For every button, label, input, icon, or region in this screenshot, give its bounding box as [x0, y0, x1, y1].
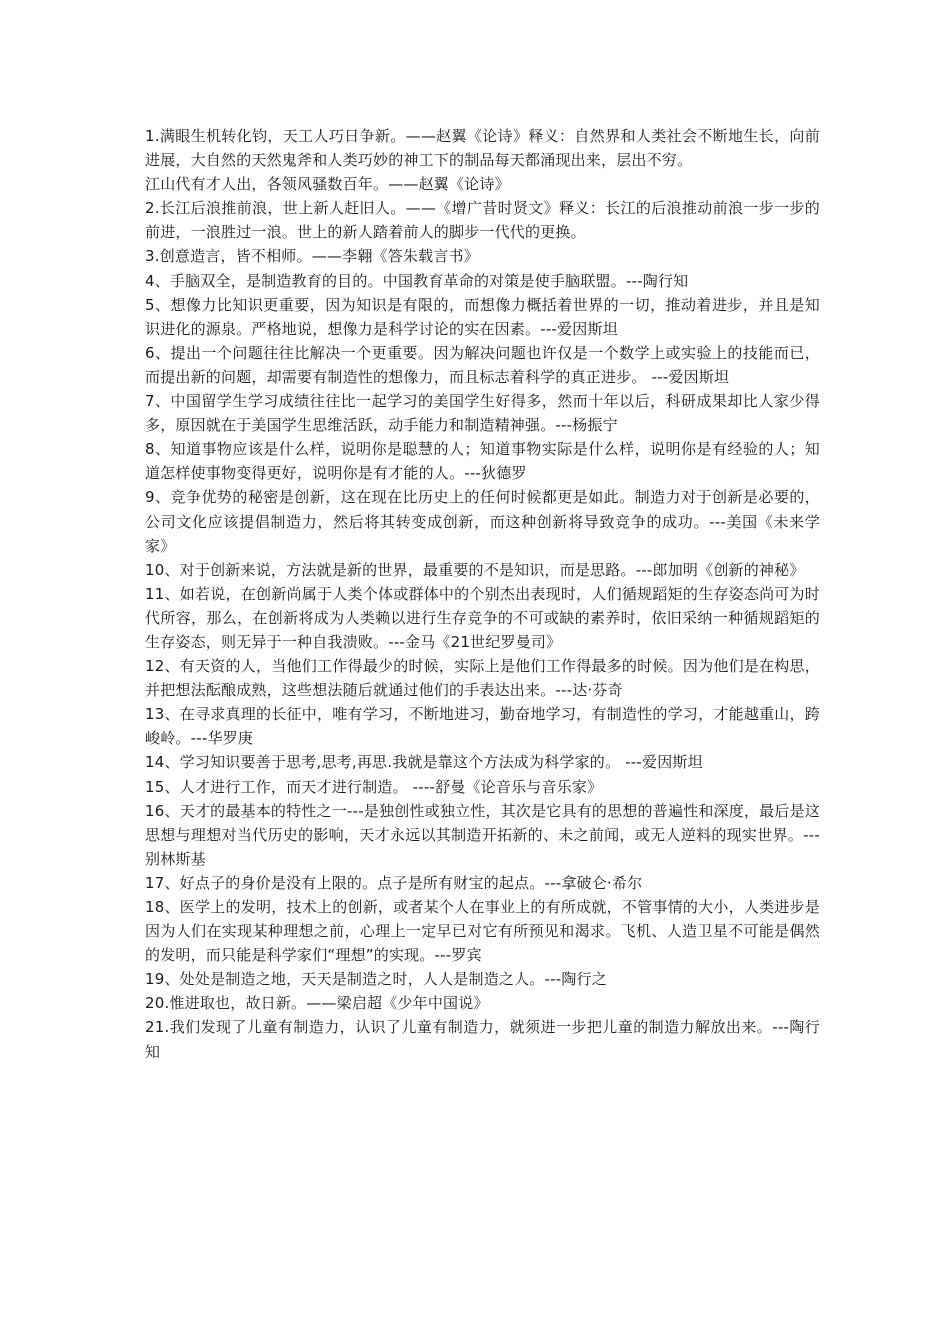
paragraph-4: 3.创意造言，皆不相师。——李翱《答朱载言书》: [145, 247, 479, 266]
paragraph-22: 21.我们发现了儿童有制造力，认识了儿童有制造力，就须进一步把儿童的制造力解放出来。---陶行知: [145, 1018, 820, 1061]
paragraph-2: 江山代有才人出，各领风骚数百年。——赵翼《论诗》: [145, 175, 510, 194]
paragraph-20: 19、处处是制造之地，天天是制造之时，人人是制造之人。---陶行之: [145, 970, 607, 989]
paragraph-15: 14、学习知识要善于思考,思考,再思.我就是靠这个方法成为科学家的。 ---爱因斯坦: [145, 753, 703, 772]
paragraph-10: 9、竞争优势的秘密是创新，这在现在比历史上的任何时候都更是如此。制造力对于创新是必要的，公司文化应该提倡制造力，然后将其转变成创新，而这种创新将导致竞争的成功。---美国《未来学家》: [145, 488, 820, 555]
paragraph-21: 20.惟进取也，故日新。——梁启超《少年中国说》: [145, 994, 489, 1013]
document-body: [145, 124, 820, 1064]
paragraph-17: 16、天才的最基本的特性之一---是独创性或独立性，其次是它具有的思想的普遍性和深度，最后是这思想与理想对当代历史的影响，天才永远以其制造开拓新的、未之前闻，或无人逆料的现实世界。---别林斯基: [145, 801, 820, 868]
paragraph-3: 2.长江后浪推前浪，世上新人赶旧人。——《增广昔时贤文》释义：长江的后浪推动前浪一步一步的前进，一浪胜过一浪。世上的新人踏着前人的脚步一代代的更换。: [145, 199, 820, 242]
paragraph-9: 8、知道事物应该是什么样，说明你是聪慧的人；知道事物实际是什么样，说明你是有经验的人；知道怎样使事物变得更好，说明你是有才能的人。---狄德罗: [145, 440, 820, 483]
paragraph-5: 4、手脑双全，是制造教育的目的。中国教育革命的对策是使手脑联盟。---陶行知: [145, 271, 689, 290]
paragraph-12: 11、如若说，在创新尚属于人类个体或群体中的个别杰出表现时，人们循规蹈矩的生存姿态尚可为时代所容，那么，在创新将成为人类赖以进行生存竞争的不可或缺的素养时，依旧采纳一种循规蹈矩的生存姿态，则无异于一种自我溃败。---金马《21世纪罗曼司》: [145, 584, 820, 651]
paragraph-11: 10、对于创新来说，方法就是新的世界，最重要的不是知识，而是思路。---郎加明《创新的神秘》: [145, 560, 805, 579]
paragraph-14: 13、在寻求真理的长征中，唯有学习，不断地进习，勤奋地学习，有制造性的学习，才能越重山，跨峻岭。---华罗庚: [145, 705, 820, 748]
paragraph-13: 12、有天资的人，当他们工作得最少的时候，实际上是他们工作得最多的时候。因为他们是在构思，并把想法酝酿成熟，这些想法随后就通过他们的手表达出来。---达·芬奇: [145, 657, 820, 700]
paragraph-8: 7、中国留学生学习成绩往往比一起学习的美国学生好得多，然而十年以后，科研成果却比人家少得多，原因就在于美国学生思维活跃，动手能力和制造精神强。---杨振宁: [145, 392, 820, 435]
paragraph-1: 1.满眼生机转化钧，天工人巧日争新。——赵翼《论诗》释义：自然界和人类社会不断地生长，向前进展，大自然的天然鬼斧和人类巧妙的神工下的制品每天都涌现出来，层出不穷。: [145, 127, 820, 170]
paragraph-6: 5、想像力比知识更重要，因为知识是有限的，而想像力概括着世界的一切，推动着进步，并且是知识进化的源泉。严格地说，想像力是科学讨论的实在因素。---爱因斯坦: [145, 295, 820, 338]
paragraph-19: 18、医学上的发明，技术上的创新，或者某个人在事业上的有所成就，不管事情的大小，人类进步是因为人们在实现某种理想之前，心理上一定早已对它有所预见和渴求。飞机、人造卫星不可能是偶然的发明，而只能是科学家们“理想”的实现。---罗宾: [145, 898, 820, 965]
paragraph-16: 15、人才进行工作，而天才进行制造。 ----舒曼《论音乐与音乐家》: [145, 777, 603, 796]
paragraph-18: 17、好点子的身价是没有上限的。点子是所有财宝的起点。---拿破仑·希尔: [145, 873, 643, 892]
paragraph-7: 6、提出一个问题往往比解决一个更重要。因为解决问题也许仅是一个数学上或实验上的技能而已，而提出新的问题，却需要有制造性的想像力，而且标志着科学的真正进步。 ---爱因斯坦: [145, 343, 820, 386]
